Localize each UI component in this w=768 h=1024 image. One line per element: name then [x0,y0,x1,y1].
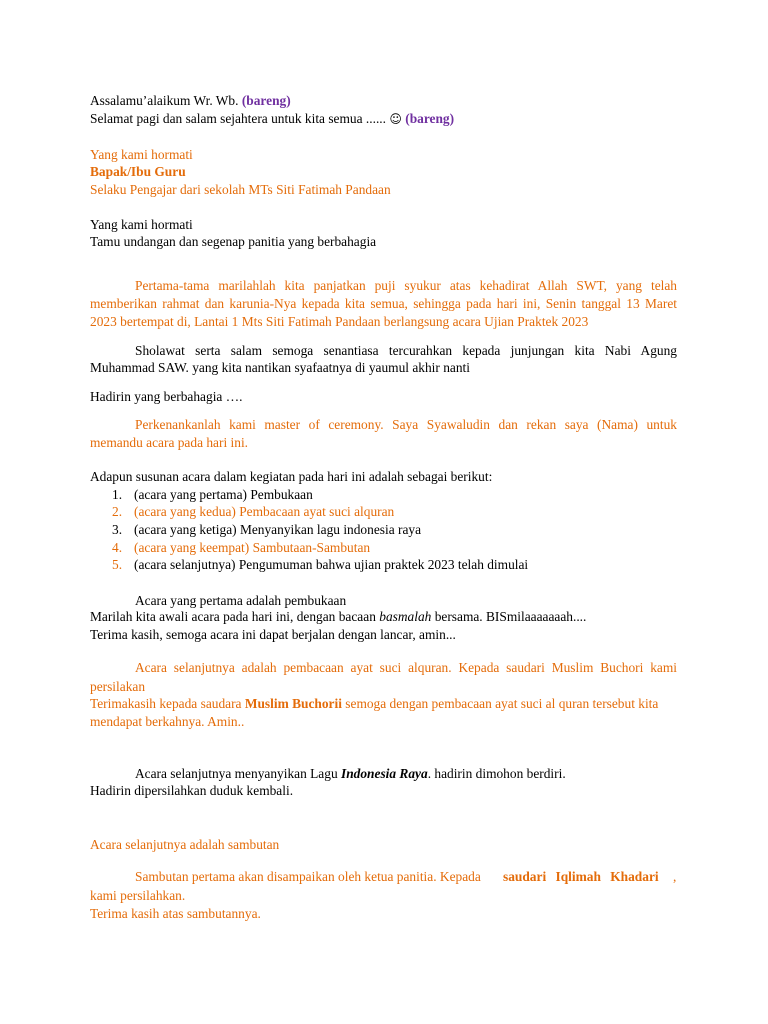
para2-line-2: Muhammad SAW. yang kita nantikan syafaatnya di yaumul akhir nanti [90,360,470,375]
honor1-line-3: Selaku Pengajar dari sekolah MTs Siti Fatimah Pandaan [90,182,391,197]
agenda-intro: Adapun susunan acara dalam kegiatan pada hari ini adalah sebagai berikut: [90,469,493,484]
quran-line-3: Terimakasih kepada saudara Muslim Buchorii semoga dengan pembacaan ayat suci al quran tersebut kita [90,696,659,711]
opening-line-1: Acara yang pertama adalah pembukaan [135,593,347,608]
sambutan-comma: , [673,869,677,884]
honor2-line-2: Tamu undangan dan segenap panitia yang berbahagia [90,234,377,249]
smiley-icon: ☺ [389,112,402,126]
honor1-line-2: Bapak/Ibu Guru [90,164,186,179]
agenda-item: 3. (acara yang ketiga) Menyanyikan lagu indonesia raya [112,522,422,537]
agenda-item: 2. (acara yang kedua) Pembacaan ayat suci alquran [112,504,395,519]
bareng-tag: (bareng) [405,111,455,126]
agenda-item: 5. (acara selanjutnya) Pengumuman bahwa ujian praktek 2023 telah dimulai [112,557,529,572]
anthem-line-2: Hadirin dipersilahkan duduk kembali. [90,783,294,798]
quran-line-2: persilakan [90,679,146,694]
para3-line-2: memandu acara pada hari ini. [90,435,249,450]
sambutan-line-1: Sambutan pertama akan disampaikan oleh ketua panitia. Kepada [135,869,481,884]
greeting-line-2: Selamat pagi dan salam sejahtera untuk kita semua ...... ☺ (bareng) [90,111,455,126]
sambutan-title: Acara selanjutnya adalah sambutan [90,837,280,852]
para1-line-1: Pertama-tama marilahlah kita panjatkan puji syukur atas kehadirat Allah SWT, yang telah [135,278,677,293]
hadirin-line: Hadirin yang berbahagia …. [90,389,243,404]
sambutan-line-2: kami persilahkan. [90,888,186,903]
opening-line-3: Terima kasih, semoga acara ini dapat berjalan dengan lancar, amin... [90,627,456,642]
agenda-item: 4. (acara yang keempat) Sambutaan-Sambutan [112,540,371,555]
para2-line-1: Sholawat serta salam semoga senantiasa tercurahkan kepada junjungan kita Nabi Agung [135,343,677,358]
honor2-line-1: Yang kami hormati [90,217,193,232]
bareng-tag: (bareng) [241,93,291,108]
quran-line-4: mendapat berkahnya. Amin.. [90,714,245,729]
sambutan-line-3: Terima kasih atas sambutannya. [90,906,261,921]
opening-line-2: Marilah kita awali acara pada hari ini, dengan bacaan basmalah bersama. BISmilaaaaaaah.... [90,609,587,624]
sambutan-name: saudari Iqlimah Khadari [503,869,659,884]
para1-line-3: 2023 bertempat di, Lantai 1 Mts Siti Fatimah Pandaan berlangsung acara Ujian Praktek 2023 [90,314,589,329]
greeting-line-1: Assalamu’alaikum Wr. Wb. (bareng) [90,93,291,108]
agenda-item: 1. (acara yang pertama) Pembukaan [112,487,313,502]
para3-line-1: Perkenankanlah kami master of ceremony. Saya Syawaludin dan rekan saya (Nama) untuk [135,417,677,432]
quran-line-1: Acara selanjutnya adalah pembacaan ayat suci alquran. Kepada saudari Muslim Buchori kami [135,660,677,675]
para1-line-2: memberikan rahmat dan karunia-Nya kepada kita semua, sehingga pada hari ini, Senin tanggal 13 Maret [90,296,677,311]
honor1-line-1: Yang kami hormati [90,147,193,162]
anthem-line-1: Acara selanjutnya menyanyikan Lagu Indonesia Raya. hadirin dimohon berdiri. [135,766,566,781]
